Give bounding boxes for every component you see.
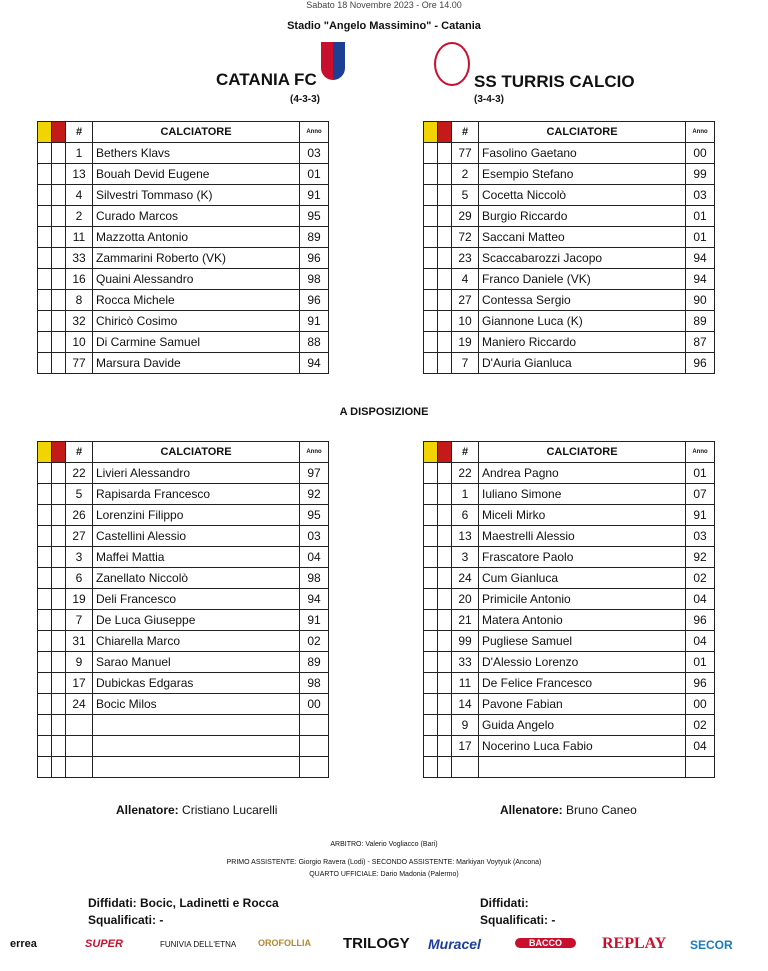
sponsor-super: SUPER (85, 938, 123, 950)
player-name: Iuliano Simone (479, 484, 686, 505)
birth-year: 01 (686, 652, 715, 673)
player-name: Pugliese Samuel (479, 631, 686, 652)
shirt-number: 24 (66, 694, 93, 715)
player-name: Fasolino Gaetano (479, 143, 686, 164)
sponsor-trilogy: TRILOGY (343, 935, 410, 952)
player-name: Nocerino Luca Fabio (479, 736, 686, 757)
table-row (38, 248, 329, 269)
yellow-card-header (38, 442, 52, 463)
home-diffidati: Diffidati: Bocic, Ladinetti e Rocca (88, 896, 279, 910)
birth-year: 03 (300, 143, 329, 164)
shirt-number: 10 (66, 332, 93, 353)
birth-year: 00 (686, 143, 715, 164)
table-row (424, 269, 715, 290)
birth-year: 89 (300, 227, 329, 248)
birth-year (300, 757, 329, 778)
table-row (38, 269, 329, 290)
shirt-number: 17 (452, 736, 479, 757)
shirt-number: 27 (66, 526, 93, 547)
col-player: CALCIATORE (479, 122, 686, 143)
player-name: Castellini Alessio (93, 526, 300, 547)
col-player: CALCIATORE (479, 442, 686, 463)
table-row (38, 547, 329, 568)
birth-year: 04 (686, 736, 715, 757)
table-row (424, 589, 715, 610)
birth-year: 00 (686, 694, 715, 715)
birth-year: 00 (300, 694, 329, 715)
shirt-number: 22 (452, 463, 479, 484)
player-name: Esempio Stefano (479, 164, 686, 185)
home-starters-table (37, 121, 329, 374)
shirt-number: 33 (66, 248, 93, 269)
shirt-number (452, 757, 479, 778)
player-name: Saccani Matteo (479, 227, 686, 248)
shirt-number: 77 (66, 353, 93, 374)
shirt-number: 9 (452, 715, 479, 736)
player-name: Marsura Davide (93, 353, 300, 374)
shirt-number: 26 (66, 505, 93, 526)
sponsor-funivia: FUNIVIA DELL'ETNA (160, 940, 237, 949)
sponsor-errea: errea (10, 938, 37, 950)
birth-year (300, 736, 329, 757)
player-name: Di Carmine Samuel (93, 332, 300, 353)
table-row (38, 673, 329, 694)
player-name: Frascatore Paolo (479, 547, 686, 568)
home-squalificati: Squalificati: - (88, 913, 164, 927)
shirt-number: 99 (452, 631, 479, 652)
birth-year: 96 (686, 353, 715, 374)
table-row (38, 526, 329, 547)
birth-year (300, 715, 329, 736)
shirt-number: 33 (452, 652, 479, 673)
player-name: Livieri Alessandro (93, 463, 300, 484)
table-row (38, 311, 329, 332)
player-name: Silvestri Tommaso (K) (93, 185, 300, 206)
table-row (424, 757, 715, 778)
sponsor-bacco: BACCO (515, 938, 576, 948)
shirt-number (66, 757, 93, 778)
table-row (38, 589, 329, 610)
birth-year: 98 (300, 673, 329, 694)
shirt-number: 14 (452, 694, 479, 715)
birth-year: 88 (300, 332, 329, 353)
birth-year: 91 (300, 610, 329, 631)
birth-year: 03 (686, 185, 715, 206)
table-row (424, 206, 715, 227)
table-row (424, 547, 715, 568)
player-name: Sarao Manuel (93, 652, 300, 673)
table-row (38, 143, 329, 164)
table-row (38, 185, 329, 206)
table-row (38, 568, 329, 589)
player-name: De Felice Francesco (479, 673, 686, 694)
shirt-number: 6 (452, 505, 479, 526)
shirt-number: 5 (66, 484, 93, 505)
birth-year: 92 (300, 484, 329, 505)
shirt-number: 23 (452, 248, 479, 269)
table-row (424, 484, 715, 505)
shirt-number: 19 (452, 332, 479, 353)
shirt-number: 7 (452, 353, 479, 374)
birth-year: 04 (300, 547, 329, 568)
birth-year: 98 (300, 269, 329, 290)
bench-title: A DISPOSIZIONE (339, 406, 429, 418)
sponsor-orofollia: OROFOLLIA (258, 938, 311, 948)
player-name (93, 736, 300, 757)
table-row (38, 484, 329, 505)
match-date: Sabato 18 Novembre 2023 - Ore 14.00 (306, 0, 462, 10)
col-year: Anno (300, 442, 329, 463)
player-name: De Luca Giuseppe (93, 610, 300, 631)
birth-year: 96 (686, 610, 715, 631)
shirt-number: 16 (66, 269, 93, 290)
player-name (93, 757, 300, 778)
birth-year: 04 (686, 631, 715, 652)
shirt-number: 1 (452, 484, 479, 505)
player-name: Quaini Alessandro (93, 269, 300, 290)
player-name: Andrea Pagno (479, 463, 686, 484)
player-name: Scaccabarozzi Jacopo (479, 248, 686, 269)
player-name: Burgio Riccardo (479, 206, 686, 227)
shirt-number: 2 (452, 164, 479, 185)
player-name: Cum Gianluca (479, 568, 686, 589)
table-row (424, 227, 715, 248)
player-name: Rapisarda Francesco (93, 484, 300, 505)
table-row (38, 332, 329, 353)
player-name: Deli Francesco (93, 589, 300, 610)
shirt-number: 4 (452, 269, 479, 290)
table-row (424, 610, 715, 631)
stadium: Stadio "Angelo Massimino" - Catania (287, 20, 481, 32)
shirt-number: 17 (66, 673, 93, 694)
player-name: Chiricò Cosimo (93, 311, 300, 332)
red-card-header (438, 122, 452, 143)
player-name: Dubickas Edgaras (93, 673, 300, 694)
player-name: Maestrelli Alessio (479, 526, 686, 547)
birth-year: 91 (686, 505, 715, 526)
player-name: Lorenzini Filippo (93, 505, 300, 526)
table-row (424, 631, 715, 652)
player-name: Zammarini Roberto (VK) (93, 248, 300, 269)
table-row (424, 290, 715, 311)
table-row (424, 185, 715, 206)
yellow-card-header (424, 442, 438, 463)
shirt-number (66, 715, 93, 736)
table-row (424, 463, 715, 484)
birth-year: 95 (300, 505, 329, 526)
birth-year: 01 (686, 227, 715, 248)
shirt-number: 19 (66, 589, 93, 610)
shirt-number: 3 (66, 547, 93, 568)
shirt-number: 1 (66, 143, 93, 164)
birth-year: 96 (686, 673, 715, 694)
yellow-card-header (424, 122, 438, 143)
player-name: D'Alessio Lorenzo (479, 652, 686, 673)
player-name: Zanellato Niccolò (93, 568, 300, 589)
shirt-number: 32 (66, 311, 93, 332)
table-row (424, 736, 715, 757)
col-year: Anno (686, 122, 715, 143)
player-name: Curado Marcos (93, 206, 300, 227)
shirt-number: 8 (66, 290, 93, 311)
player-name (93, 715, 300, 736)
away-team-name: SS TURRIS CALCIO (474, 72, 635, 91)
birth-year (686, 757, 715, 778)
birth-year: 90 (686, 290, 715, 311)
birth-year: 95 (300, 206, 329, 227)
birth-year: 98 (300, 568, 329, 589)
player-name: Primicile Antonio (479, 589, 686, 610)
player-name: Bethers Klavs (93, 143, 300, 164)
table-row (38, 631, 329, 652)
birth-year: 02 (300, 631, 329, 652)
table-row (424, 164, 715, 185)
table-row (424, 143, 715, 164)
red-card-header (438, 442, 452, 463)
birth-year: 03 (300, 526, 329, 547)
shirt-number: 7 (66, 610, 93, 631)
birth-year: 96 (300, 290, 329, 311)
player-name: Mazzotta Antonio (93, 227, 300, 248)
catania-logo-icon (321, 42, 345, 80)
away-formation: (3-4-3) (474, 94, 505, 105)
shirt-number: 20 (452, 589, 479, 610)
away-diffidati: Diffidati: (480, 896, 529, 910)
shirt-number: 11 (452, 673, 479, 694)
col-num: # (452, 122, 479, 143)
col-player: CALCIATORE (93, 122, 300, 143)
player-name: Bouah Devid Eugene (93, 164, 300, 185)
birth-year: 89 (686, 311, 715, 332)
shirt-number: 5 (452, 185, 479, 206)
birth-year: 91 (300, 311, 329, 332)
away-squalificati: Squalificati: - (480, 913, 556, 927)
shirt-number: 2 (66, 206, 93, 227)
table-row (424, 332, 715, 353)
red-card-header (52, 122, 66, 143)
birth-year: 02 (686, 568, 715, 589)
birth-year: 01 (300, 164, 329, 185)
table-row (424, 673, 715, 694)
table-row (424, 652, 715, 673)
player-name: D'Auria Gianluca (479, 353, 686, 374)
table-row (424, 311, 715, 332)
player-name: Maffei Mattia (93, 547, 300, 568)
away-starters-table (423, 121, 715, 374)
birth-year: 89 (300, 652, 329, 673)
home-team-name: CATANIA FC (216, 70, 317, 89)
birth-year: 94 (300, 353, 329, 374)
player-name: Matera Antonio (479, 610, 686, 631)
col-player: CALCIATORE (93, 442, 300, 463)
player-name: Maniero Riccardo (479, 332, 686, 353)
birth-year: 94 (300, 589, 329, 610)
away-coach: Allenatore: Bruno Caneo (500, 803, 637, 817)
birth-year: 99 (686, 164, 715, 185)
home-subs-table (37, 441, 329, 778)
birth-year: 91 (300, 185, 329, 206)
shirt-number: 22 (66, 463, 93, 484)
table-row (424, 715, 715, 736)
shirt-number: 13 (452, 526, 479, 547)
shirt-number (66, 736, 93, 757)
table-row (38, 290, 329, 311)
referee: ARBITRO: Valerio Vogliacco (Bari) (330, 841, 438, 848)
player-name: Cocetta Niccolò (479, 185, 686, 206)
table-row (38, 353, 329, 374)
shirt-number: 13 (66, 164, 93, 185)
player-name: Guida Angelo (479, 715, 686, 736)
shirt-number: 10 (452, 311, 479, 332)
birth-year: 92 (686, 547, 715, 568)
col-year: Anno (300, 122, 329, 143)
table-row (424, 248, 715, 269)
shirt-number: 24 (452, 568, 479, 589)
table-row (38, 206, 329, 227)
shirt-number: 31 (66, 631, 93, 652)
player-name (479, 757, 686, 778)
table-row (38, 610, 329, 631)
shirt-number: 21 (452, 610, 479, 631)
table-row (424, 526, 715, 547)
table-row (38, 463, 329, 484)
table-row (38, 694, 329, 715)
home-formation: (4-3-3) (290, 94, 321, 105)
player-name: Franco Daniele (VK) (479, 269, 686, 290)
red-card-header (52, 442, 66, 463)
sponsor-secor: SECOR (690, 938, 733, 952)
birth-year: 01 (686, 206, 715, 227)
shirt-number: 72 (452, 227, 479, 248)
birth-year: 02 (686, 715, 715, 736)
birth-year: 94 (686, 248, 715, 269)
table-row (38, 227, 329, 248)
sponsor-muracel: Muracel (428, 936, 481, 952)
birth-year: 94 (686, 269, 715, 290)
table-row (424, 353, 715, 374)
birth-year: 03 (686, 526, 715, 547)
table-row (38, 652, 329, 673)
player-name: Giannone Luca (K) (479, 311, 686, 332)
player-name: Contessa Sergio (479, 290, 686, 311)
fourth-official: QUARTO UFFICIALE: Dario Madonia (Palermo) (309, 871, 459, 878)
shirt-number: 27 (452, 290, 479, 311)
table-row (424, 505, 715, 526)
table-row (424, 568, 715, 589)
table-row (38, 505, 329, 526)
table-row (38, 736, 329, 757)
col-num: # (452, 442, 479, 463)
shirt-number: 3 (452, 547, 479, 568)
col-num: # (66, 442, 93, 463)
home-coach: Allenatore: Cristiano Lucarelli (116, 803, 278, 817)
table-row (38, 715, 329, 736)
turris-logo-icon (434, 42, 470, 86)
shirt-number: 4 (66, 185, 93, 206)
sponsor-replay: REPLAY (602, 935, 667, 952)
col-year: Anno (686, 442, 715, 463)
table-row (424, 694, 715, 715)
player-name: Pavone Fabian (479, 694, 686, 715)
birth-year: 04 (686, 589, 715, 610)
table-row (38, 164, 329, 185)
shirt-number: 9 (66, 652, 93, 673)
shirt-number: 6 (66, 568, 93, 589)
birth-year: 87 (686, 332, 715, 353)
player-name: Chiarella Marco (93, 631, 300, 652)
shirt-number: 11 (66, 227, 93, 248)
shirt-number: 77 (452, 143, 479, 164)
birth-year: 01 (686, 463, 715, 484)
shirt-number: 29 (452, 206, 479, 227)
yellow-card-header (38, 122, 52, 143)
table-row (38, 757, 329, 778)
player-name: Rocca Michele (93, 290, 300, 311)
away-subs-table (423, 441, 715, 778)
birth-year: 96 (300, 248, 329, 269)
birth-year: 07 (686, 484, 715, 505)
player-name: Bocic Milos (93, 694, 300, 715)
birth-year: 97 (300, 463, 329, 484)
col-num: # (66, 122, 93, 143)
assistants: PRIMO ASSISTENTE: Giorgio Ravera (Lodi) - SECONDO ASSISTENTE: Markiyan Voytyuk (Ancona) (226, 859, 542, 866)
player-name: Miceli Mirko (479, 505, 686, 526)
